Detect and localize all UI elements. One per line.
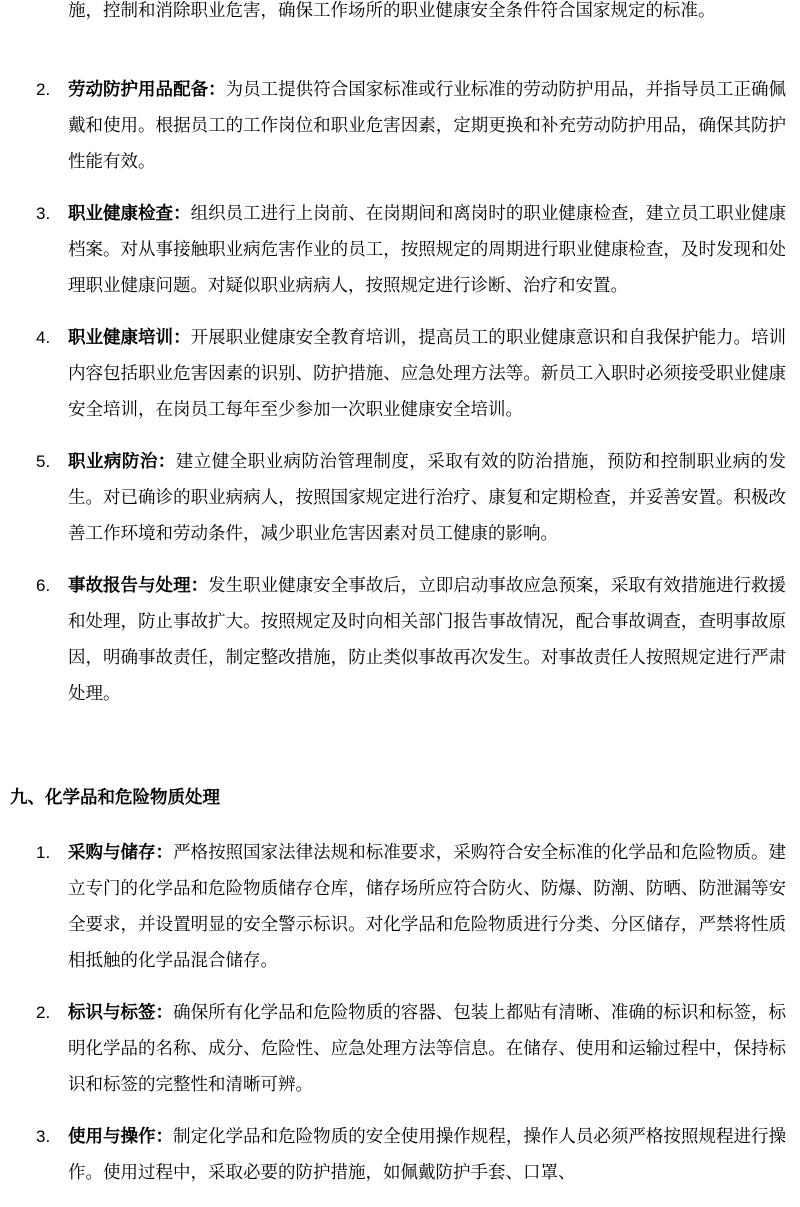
item-text: 为员工提供符合国家标准或行业标准的劳动防护用品，并指导员工正确佩戴和使用。根据员工的工作岗位和职业危害因素，定期更换和补充劳动防护用品，确保其防护性能有效。: [68, 80, 787, 172]
item-text: 制定化学品和危险物质的安全使用操作规程，操作人员必须严格按照规程进行操作。使用过程中，采取必要的防护措施，如佩戴防护手套、口罩、: [68, 1127, 787, 1183]
list-item: [0, 444, 800, 552]
list-item: [0, 320, 800, 428]
item-text: 发生职业健康安全事故后，立即启动事故应急预案，采取有效措施进行救援和处理，防止事故扩大。按照规定及时向相关部门报告事故情况，配合事故调查，查明事故原因，明确事故责任，制定整改措施，防止类似事故再次发生。对事故责任人按照规定进行严肃处理。: [68, 576, 787, 704]
item-term: 职业健康检查：: [68, 204, 191, 224]
item-term: 标识与标签：: [68, 1003, 174, 1023]
list-item: [0, 835, 800, 979]
item-term: 事故报告与处理：: [68, 576, 209, 596]
item-text: 组织员工进行上岗前、在岗期间和离岗时的职业健康检查，建立员工职业健康档案。对从事接触职业病危害作业的员工，按照规定的周期进行职业健康检查，及时发现和处理职业健康问题。对疑似职业病病人，按照规定进行诊断、治疗和安置。: [68, 204, 787, 296]
item-number: 6.: [36, 576, 51, 595]
item-text: 确保所有化学品和危险物质的容器、包装上都贴有清晰、准确的标识和标签，标明化学品的名称、成分、危险性、应急处理方法等信息。在储存、使用和运输过程中，保持标识和标签的完整性和清晰可辨。: [68, 1003, 787, 1095]
list-item: [0, 72, 800, 180]
section-heading: 九、化学品和危险物质处理: [10, 788, 220, 808]
item-number: 2.: [36, 80, 51, 99]
section9-list: [0, 835, 800, 1207]
item-number: 3.: [36, 204, 51, 223]
item-term: 劳动防护用品配备：: [68, 80, 226, 100]
item-text: 开展职业健康安全教育培训，提高员工的职业健康意识和自我保护能力。培训内容包括职业危害因素的识别、防护措施、应急处理方法等。新员工入职时必须接受职业健康安全培训，在岗员工每年至少参加一次职业健康安全培训。: [68, 328, 787, 420]
list-item: [0, 1119, 800, 1191]
item-term: 采购与储存：: [68, 843, 174, 863]
list-item: [0, 568, 800, 712]
item-number: 1.: [36, 843, 51, 862]
item-term: 使用与操作：: [68, 1127, 174, 1147]
item-text: 建立健全职业病防治管理制度，采取有效的防治措施，预防和控制职业病的发生。对已确诊的职业病病人，按照国家规定进行治疗、康复和定期检查，并妥善安置。积极改善工作环境和劳动条件，减少职业危害因素对员工健康的影响。: [68, 452, 787, 544]
item-term: 职业病防治：: [68, 452, 176, 472]
item-text: 严格按照国家法律法规和标准要求，采购符合安全标准的化学品和危险物质。建立专门的化学品和危险物质储存仓库，储存场所应符合防火、防爆、防潮、防晒、防泄漏等安全要求，并设置明显的安全警示标识。对化学品和危险物质进行分类、分区储存，严禁将性质相抵触的化学品混合储存。: [68, 843, 787, 971]
section8-list: [0, 72, 800, 728]
continuation-paragraph: [0, 0, 730, 29]
item-number: 2.: [36, 1003, 51, 1022]
item-number: 3.: [36, 1127, 51, 1146]
item-term: 职业健康培训：: [68, 328, 191, 348]
continuation-text: 施，控制和消除职业危害，确保工作场所的职业健康安全条件符合国家规定的标准。: [68, 1, 716, 21]
list-item: [0, 995, 800, 1103]
item-number: 5.: [36, 452, 51, 471]
list-item: [0, 196, 800, 304]
item-number: 4.: [36, 328, 51, 347]
